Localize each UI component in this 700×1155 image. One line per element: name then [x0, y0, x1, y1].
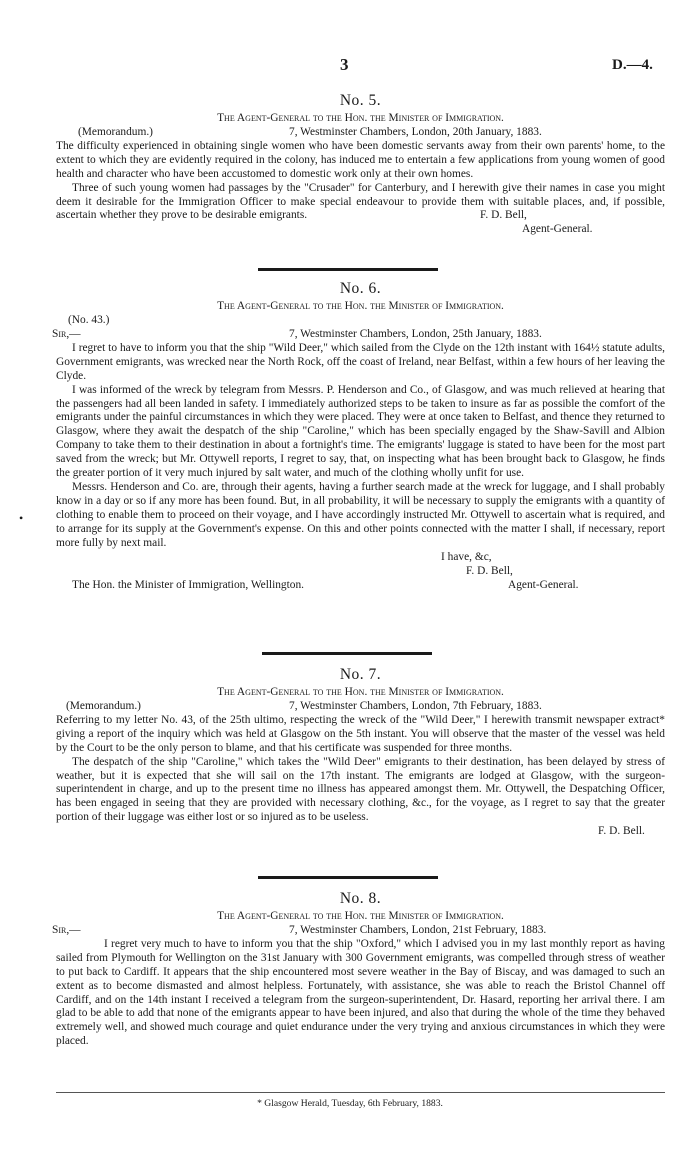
signature-title: Agent-General. [508, 578, 579, 591]
section-number: No. 7. [339, 666, 382, 683]
paragraph: Messrs. Henderson and Co. are, through their agents, having a further search made at the wreck for luggage, and I shall probably know in a day or so if any more has been found. But, in all probability, it will be necessary to supply the emigrants with a quantity of clothing to enable them to proceed on their voyage, and I have accordingly instructed Mr. Ottywell to ascertain what is required, and to arrange for its supply at the Government's expense. On this and other points connected with the matter I shall, if necessary, report more fully by next mail. [56, 480, 665, 549]
letter-address: 7, Westminster Chambers, London, 21st February, 1883. [289, 923, 547, 936]
section-divider [258, 268, 438, 271]
section-no-8 [52, 890, 665, 1049]
paragraph: Referring to my letter No. 43, of the 25th ultimo, respecting the wreck of the "Wild Deer," I herewith transmit newspaper extract* giving a report of the inquiry which was held at Glasgow on the 5th instant. You will observe that the master of the vessel was held by the Court to be the only person to blame, and that his certificate was suspended for three months. [56, 713, 665, 754]
section-number: No. 8. [339, 890, 382, 907]
paragraph: Three of such young women had passages by the "Crusader" for Canterbury, and I herewith give their names in case you might deem it desirable for the Immigration Officer to make special endeavour to provide them with suitable places, and, if possible, ascertain whether they prove to be desirable emigrants. [56, 181, 665, 222]
closing: I have, &c, [441, 550, 492, 563]
section-divider [262, 652, 432, 655]
memo-ref: (Memorandum.) [66, 699, 141, 712]
signature: F. D. Bell, [480, 209, 527, 222]
section-no-5 [56, 92, 665, 237]
addressee: The Hon. the Minister of Immigration, Wellington. [72, 578, 305, 591]
signature: F. D. Bell, [466, 564, 513, 577]
footnote: * Glasgow Herald, Tuesday, 6th February, 1883. [257, 1098, 443, 1109]
signature-title: Agent-General. [522, 223, 593, 236]
letter-address: 7, Westminster Chambers, London, 20th January, 1883. [289, 125, 542, 138]
signature: F. D. Bell. [598, 825, 645, 838]
section-no-6 [52, 280, 665, 593]
letter-body [56, 938, 665, 1049]
paragraph: I was informed of the wreck by telegram from Messrs. P. Henderson and Co., of Glasgow, and was much relieved at hearing that the passengers had all been landed in safety. I immediately authorized steps to be taken to insure as far as possible the comfort of the emigrants under the painful circumstances in which they were placed. They were at once taken to Belfast, and thence they returned to Glasgow, where they await the despatch of the ship "Caroline," which has been specially engaged by the Shaw-Savill and Albion Company to take them to their destination in about a fortnight's time. The emigrants' luggage is stated to have been for the most part saved from the wreck; but Mr. Ottywell reports, I regret to say, that, on inspecting what has been brought back to Glasgow, he finds the greater portion of it very much injured by salt water, and much of the clothing wholly unfit for use. [56, 383, 665, 480]
paragraph: The despatch of the ship "Caroline," which takes the "Wild Deer" emigrants to their destination, has been delayed by stress of weather, but it is expected that she will sail on the 17th instant. The emigrants are lodged at Glasgow, with the surgeon-superintendent in charge, and up to the present time no illness has appeared amongst them. Mr. Ottywell, the Despatching Officer, has been engaged in seeing that they are provided with necessary clothing, &c., for the voyage, as I regret to say that the greater portion of their luggage was either lost or so injured as to be useless. [56, 755, 665, 824]
letter-address: 7, Westminster Chambers, London, 7th February, 1883. [289, 699, 542, 712]
letter-address: 7, Westminster Chambers, London, 25th January, 1883. [289, 327, 542, 340]
section-number: No. 6. [339, 280, 382, 297]
letter-body [56, 714, 665, 825]
margin-mark: • [19, 511, 24, 525]
paragraph: I regret very much to have to inform you that the ship "Oxford," which I advised you in my last monthly report as having sailed from Plymouth for Wellington on the 31st January with 300 Government emigrants, was compelled through stress of weather to put back to Cardiff. It appears that the ship encountered most severe weather in the Bay of Biscay, and was damaged to such an extent as to become dismasted and almost helpless. Fortunately, with assistance, she was able to reach the Bristol Channel off Cardiff, and on the 14th instant I received a telegram from the surgeon-superintendent, Dr. Hasard, reporting her arrival there. I am glad to be able to add that none of the emigrants appear to have been injured, and also that during the whole of the time they behaved extremely well, and showed much courage and quiet endurance under the very trying and anxious circumstances in which they were placed. [56, 937, 665, 1048]
document-reference: D.—4. [612, 57, 653, 73]
paragraph: The difficulty experienced in obtaining single women who have been domestic servants away from their own parents' home, to the extent to which they are evidently required in the colony, has induced me to entertain a few applications from young women of good health and character who have been accustomed to domestic work only at their own homes. [56, 139, 665, 180]
section-title: The Agent-General to the Hon. the Minister of Immigration. [217, 686, 504, 698]
section-number: No. 5. [339, 92, 382, 109]
section-no-7 [56, 666, 665, 839]
section-title: The Agent-General to the Hon. the Minister of Immigration. [217, 300, 504, 312]
letter-ref: (No. 43.) [68, 313, 110, 326]
memo-ref: (Memorandum.) [78, 125, 153, 138]
section-divider [258, 876, 438, 879]
page-number: 3 [340, 55, 349, 74]
footnote-rule [56, 1092, 665, 1093]
paragraph: I regret to have to inform you that the ship "Wild Deer," which sailed from the Clyde on the 12th instant with 164½ statute adults, Government emigrants, was wrecked near the North Rock, off the coast of Ireland, near Belfast, within a few hours of her leaving the Clyde. [56, 341, 665, 382]
section-title: The Agent-General to the Hon. the Minister of Immigration. [217, 112, 504, 124]
salutation: Sir,— [52, 327, 81, 340]
letter-body [56, 342, 665, 551]
salutation: Sir,— [52, 923, 81, 936]
section-title: The Agent-General to the Hon. the Minister of Immigration. [217, 910, 504, 922]
